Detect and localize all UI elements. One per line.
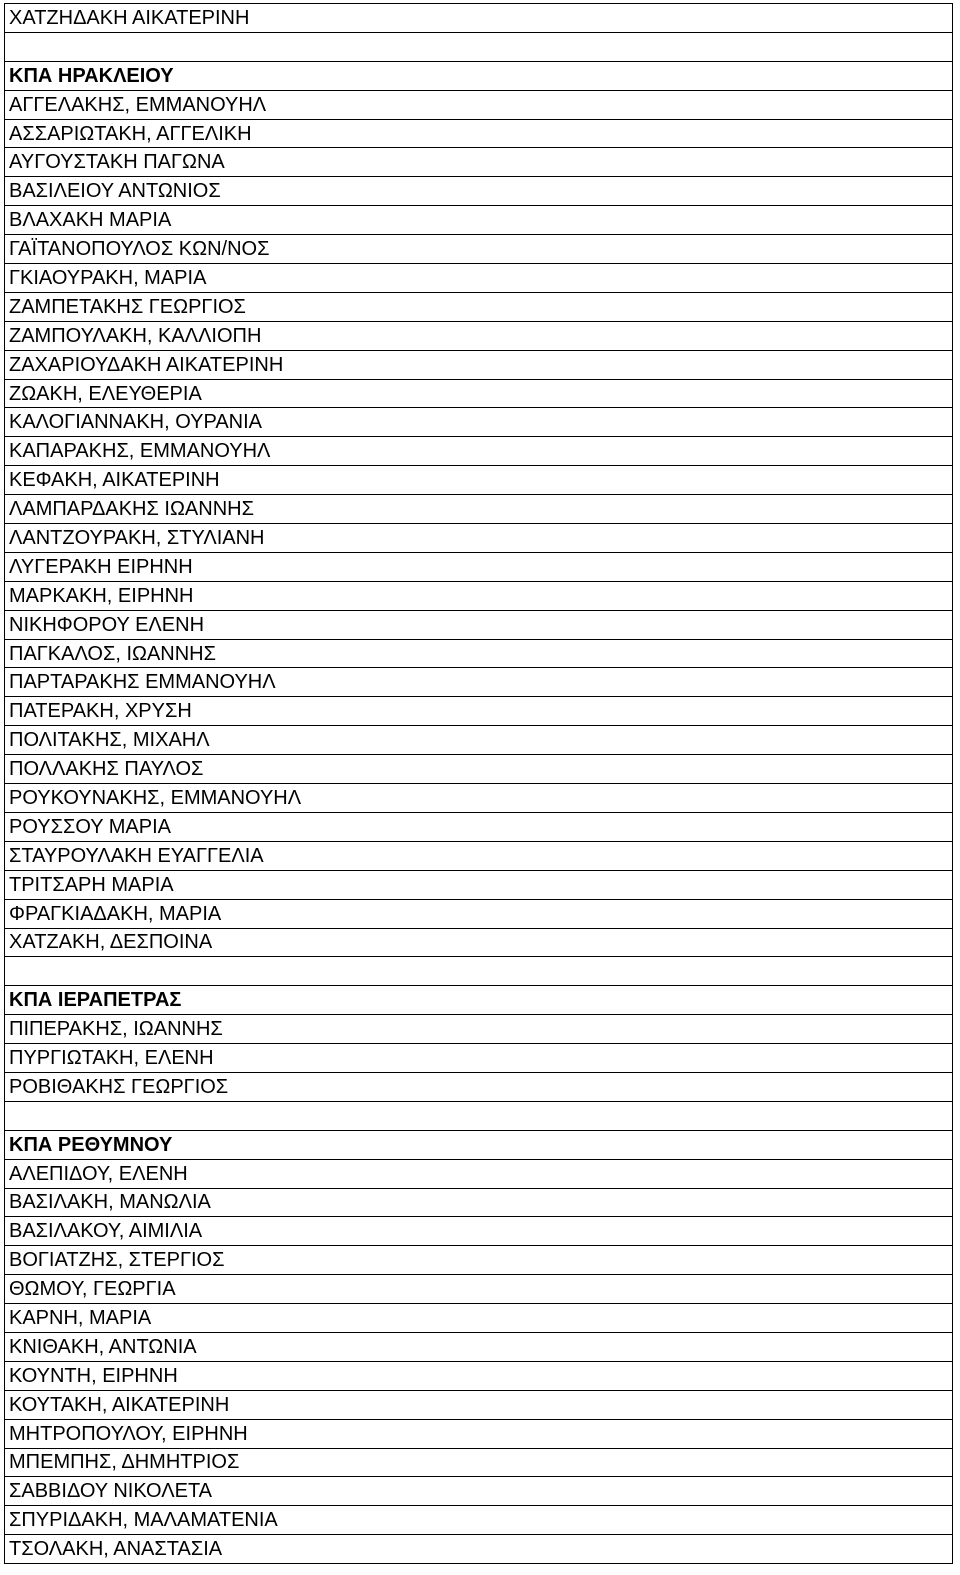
table-row <box>5 206 953 235</box>
blank-cell <box>5 32 953 61</box>
name-list-body <box>5 4 953 1564</box>
table-row <box>5 350 953 379</box>
name-cell: ΡΟΥΚΟΥΝΑΚΗΣ, ΕΜΜΑΝΟΥΗΛ <box>5 784 953 813</box>
name-cell: ΦΡΑΓΚΙΑΔΑΚΗ, ΜΑΡΙΑ <box>5 899 953 928</box>
table-row <box>5 841 953 870</box>
name-cell: ΖΑΜΠΟΥΛΑΚΗ, ΚΑΛΛΙΟΠΗ <box>5 321 953 350</box>
name-cell: ΒΛΑΧΑΚΗ ΜΑΡΙΑ <box>5 206 953 235</box>
table-row <box>5 119 953 148</box>
blank-row <box>5 957 953 986</box>
name-cell: ΜΗΤΡΟΠΟΥΛΟΥ, ΕΙΡΗΝΗ <box>5 1419 953 1448</box>
name-cell: ΑΛΕΠΙΔΟΥ, ΕΛΕΝΗ <box>5 1159 953 1188</box>
table-row <box>5 177 953 206</box>
table-row <box>5 812 953 841</box>
table-row <box>5 1246 953 1275</box>
name-cell: ΑΣΣΑΡΙΩΤΑΚΗ, ΑΓΓΕΛΙΚΗ <box>5 119 953 148</box>
name-cell: ΚΕΦΑΚΗ, ΑΙΚΑΤΕΡΙΝΗ <box>5 466 953 495</box>
name-cell: ΑΥΓΟΥΣΤΑΚΗ ΠΑΓΩΝΑ <box>5 148 953 177</box>
section-heading-row <box>5 61 953 90</box>
name-cell: ΠΟΛΛΑΚΗΣ ΠΑΥΛΟΣ <box>5 755 953 784</box>
name-cell: ΛΥΓΕΡΑΚΗ ΕΙΡΗΝΗ <box>5 552 953 581</box>
name-cell: ΣΤΑΥΡΟΥΛΑΚΗ ΕΥΑΓΓΕΛΙΑ <box>5 841 953 870</box>
table-row <box>5 755 953 784</box>
name-cell: ΠΑΡΤΑΡΑΚΗΣ ΕΜΜΑΝΟΥΗΛ <box>5 668 953 697</box>
table-row <box>5 1477 953 1506</box>
table-row <box>5 1188 953 1217</box>
name-cell: ΣΠΥΡΙΔΑΚΗ, ΜΑΛΑΜΑΤΕΝΙΑ <box>5 1506 953 1535</box>
name-cell: ΖΩΑΚΗ, ΕΛΕΥΘΕΡΙΑ <box>5 379 953 408</box>
name-cell: ΛΑΝΤΖΟΥΡΑΚΗ, ΣΤΥΛΙΑΝΗ <box>5 524 953 553</box>
table-row <box>5 264 953 293</box>
table-row <box>5 1390 953 1419</box>
name-cell: ΤΡΙΤΣΑΡΗ ΜΑΡΙΑ <box>5 870 953 899</box>
table-row <box>5 1448 953 1477</box>
table-row <box>5 321 953 350</box>
table-row <box>5 552 953 581</box>
table-row <box>5 1332 953 1361</box>
section-heading-row <box>5 986 953 1015</box>
table-row <box>5 581 953 610</box>
table-row <box>5 1361 953 1390</box>
name-cell: ΒΑΣΙΛΑΚΟΥ, ΑΙΜΙΛΙΑ <box>5 1217 953 1246</box>
name-cell: ΒΑΣΙΛΑΚΗ, ΜΑΝΩΛΙΑ <box>5 1188 953 1217</box>
name-cell: ΚΑΠΑΡΑΚΗΣ, ΕΜΜΑΝΟΥΗΛ <box>5 437 953 466</box>
table-row <box>5 379 953 408</box>
table-row <box>5 1419 953 1448</box>
name-cell: ΠΑΤΕΡΑΚΗ, ΧΡΥΣΗ <box>5 697 953 726</box>
table-row <box>5 610 953 639</box>
name-cell: ΑΓΓΕΛΑΚΗΣ, ΕΜΜΑΝΟΥΗΛ <box>5 90 953 119</box>
name-cell: ΘΩΜΟΥ, ΓΕΩΡΓΙΑ <box>5 1275 953 1304</box>
table-row <box>5 292 953 321</box>
blank-row <box>5 1101 953 1130</box>
table-row <box>5 1159 953 1188</box>
name-cell: ΚΟΥΤΑΚΗ, ΑΙΚΑΤΕΡΙΝΗ <box>5 1390 953 1419</box>
name-cell: ΧΑΤΖΑΚΗ, ΔΕΣΠΟΙΝΑ <box>5 928 953 957</box>
table-row <box>5 697 953 726</box>
name-cell: ΓΑΪΤΑΝΟΠΟΥΛΟΣ ΚΩΝ/ΝΟΣ <box>5 235 953 264</box>
table-row <box>5 1506 953 1535</box>
name-cell: ΣΑΒΒΙΔΟΥ ΝΙΚΟΛΕΤΑ <box>5 1477 953 1506</box>
table-row <box>5 928 953 957</box>
table-row <box>5 437 953 466</box>
name-cell: ΡΟΥΣΣΟΥ ΜΑΡΙΑ <box>5 812 953 841</box>
name-cell: ΒΟΓΙΑΤΖΗΣ, ΣΤΕΡΓΙΟΣ <box>5 1246 953 1275</box>
table-row <box>5 668 953 697</box>
table-row <box>5 784 953 813</box>
table-row <box>5 1044 953 1073</box>
table-row <box>5 1015 953 1044</box>
table-row <box>5 1217 953 1246</box>
table-row <box>5 899 953 928</box>
name-cell: ΡΟΒΙΘΑΚΗΣ ΓΕΩΡΓΙΟΣ <box>5 1072 953 1101</box>
name-cell: ΠΥΡΓΙΩΤΑΚΗ, ΕΛΕΝΗ <box>5 1044 953 1073</box>
name-cell: ΓΚΙΑΟΥΡΑΚΗ, ΜΑΡΙΑ <box>5 264 953 293</box>
name-cell: ΠΟΛΙΤΑΚΗΣ, ΜΙΧΑΗΛ <box>5 726 953 755</box>
name-cell: ΝΙΚΗΦΟΡΟΥ ΕΛΕΝΗ <box>5 610 953 639</box>
name-cell: ΛΑΜΠΑΡΔΑΚΗΣ ΙΩΑΝΝΗΣ <box>5 495 953 524</box>
name-cell: ΠΑΓΚΑΛΟΣ, ΙΩΑΝΝΗΣ <box>5 639 953 668</box>
blank-cell <box>5 1101 953 1130</box>
table-row <box>5 1072 953 1101</box>
table-row <box>5 1275 953 1304</box>
name-cell: ΧΑΤΖΗΔΑΚΗ ΑΙΚΑΤΕΡΙΝΗ <box>5 4 953 33</box>
blank-cell <box>5 957 953 986</box>
table-row <box>5 235 953 264</box>
name-cell: ΒΑΣΙΛΕΙΟΥ ΑΝΤΩΝΙΟΣ <box>5 177 953 206</box>
name-cell: ΖΑΜΠΕΤΑΚΗΣ ΓΕΩΡΓΙΟΣ <box>5 292 953 321</box>
name-cell: ΚΝΙΘΑΚΗ, ΑΝΤΩΝΙΑ <box>5 1332 953 1361</box>
table-row <box>5 408 953 437</box>
name-cell: ΜΑΡΚΑΚΗ, ΕΙΡΗΝΗ <box>5 581 953 610</box>
name-cell: ΖΑΧΑΡΙΟΥΔΑΚΗ ΑΙΚΑΤΕΡΙΝΗ <box>5 350 953 379</box>
table-row <box>5 870 953 899</box>
section-heading-row <box>5 1130 953 1159</box>
name-cell: ΚΟΥΝΤΗ, ΕΙΡΗΝΗ <box>5 1361 953 1390</box>
section-heading-cell: ΚΠΑ ΙΕΡΑΠΕΤΡΑΣ <box>5 986 953 1015</box>
table-row <box>5 1304 953 1333</box>
table-row <box>5 4 953 33</box>
name-cell: ΜΠΕΜΠΗΣ, ΔΗΜΗΤΡΙΟΣ <box>5 1448 953 1477</box>
table-row <box>5 524 953 553</box>
table-row <box>5 726 953 755</box>
table-row <box>5 639 953 668</box>
section-heading-cell: ΚΠΑ ΡΕΘΥΜΝΟΥ <box>5 1130 953 1159</box>
table-row <box>5 1535 953 1564</box>
name-cell: ΚΑΡΝΗ, ΜΑΡΙΑ <box>5 1304 953 1333</box>
section-heading-cell: ΚΠΑ ΗΡΑΚΛΕΙΟΥ <box>5 61 953 90</box>
table-row <box>5 466 953 495</box>
table-row <box>5 495 953 524</box>
table-row <box>5 90 953 119</box>
name-cell: ΚΑΛΟΓΙΑΝΝΑΚΗ, ΟΥΡΑΝΙΑ <box>5 408 953 437</box>
name-cell: ΤΣΟΛΑΚΗ, ΑΝΑΣΤΑΣΙΑ <box>5 1535 953 1564</box>
name-list-table <box>4 3 953 1564</box>
name-cell: ΠΙΠΕΡΑΚΗΣ, ΙΩΑΝΝΗΣ <box>5 1015 953 1044</box>
blank-row <box>5 32 953 61</box>
table-row <box>5 148 953 177</box>
